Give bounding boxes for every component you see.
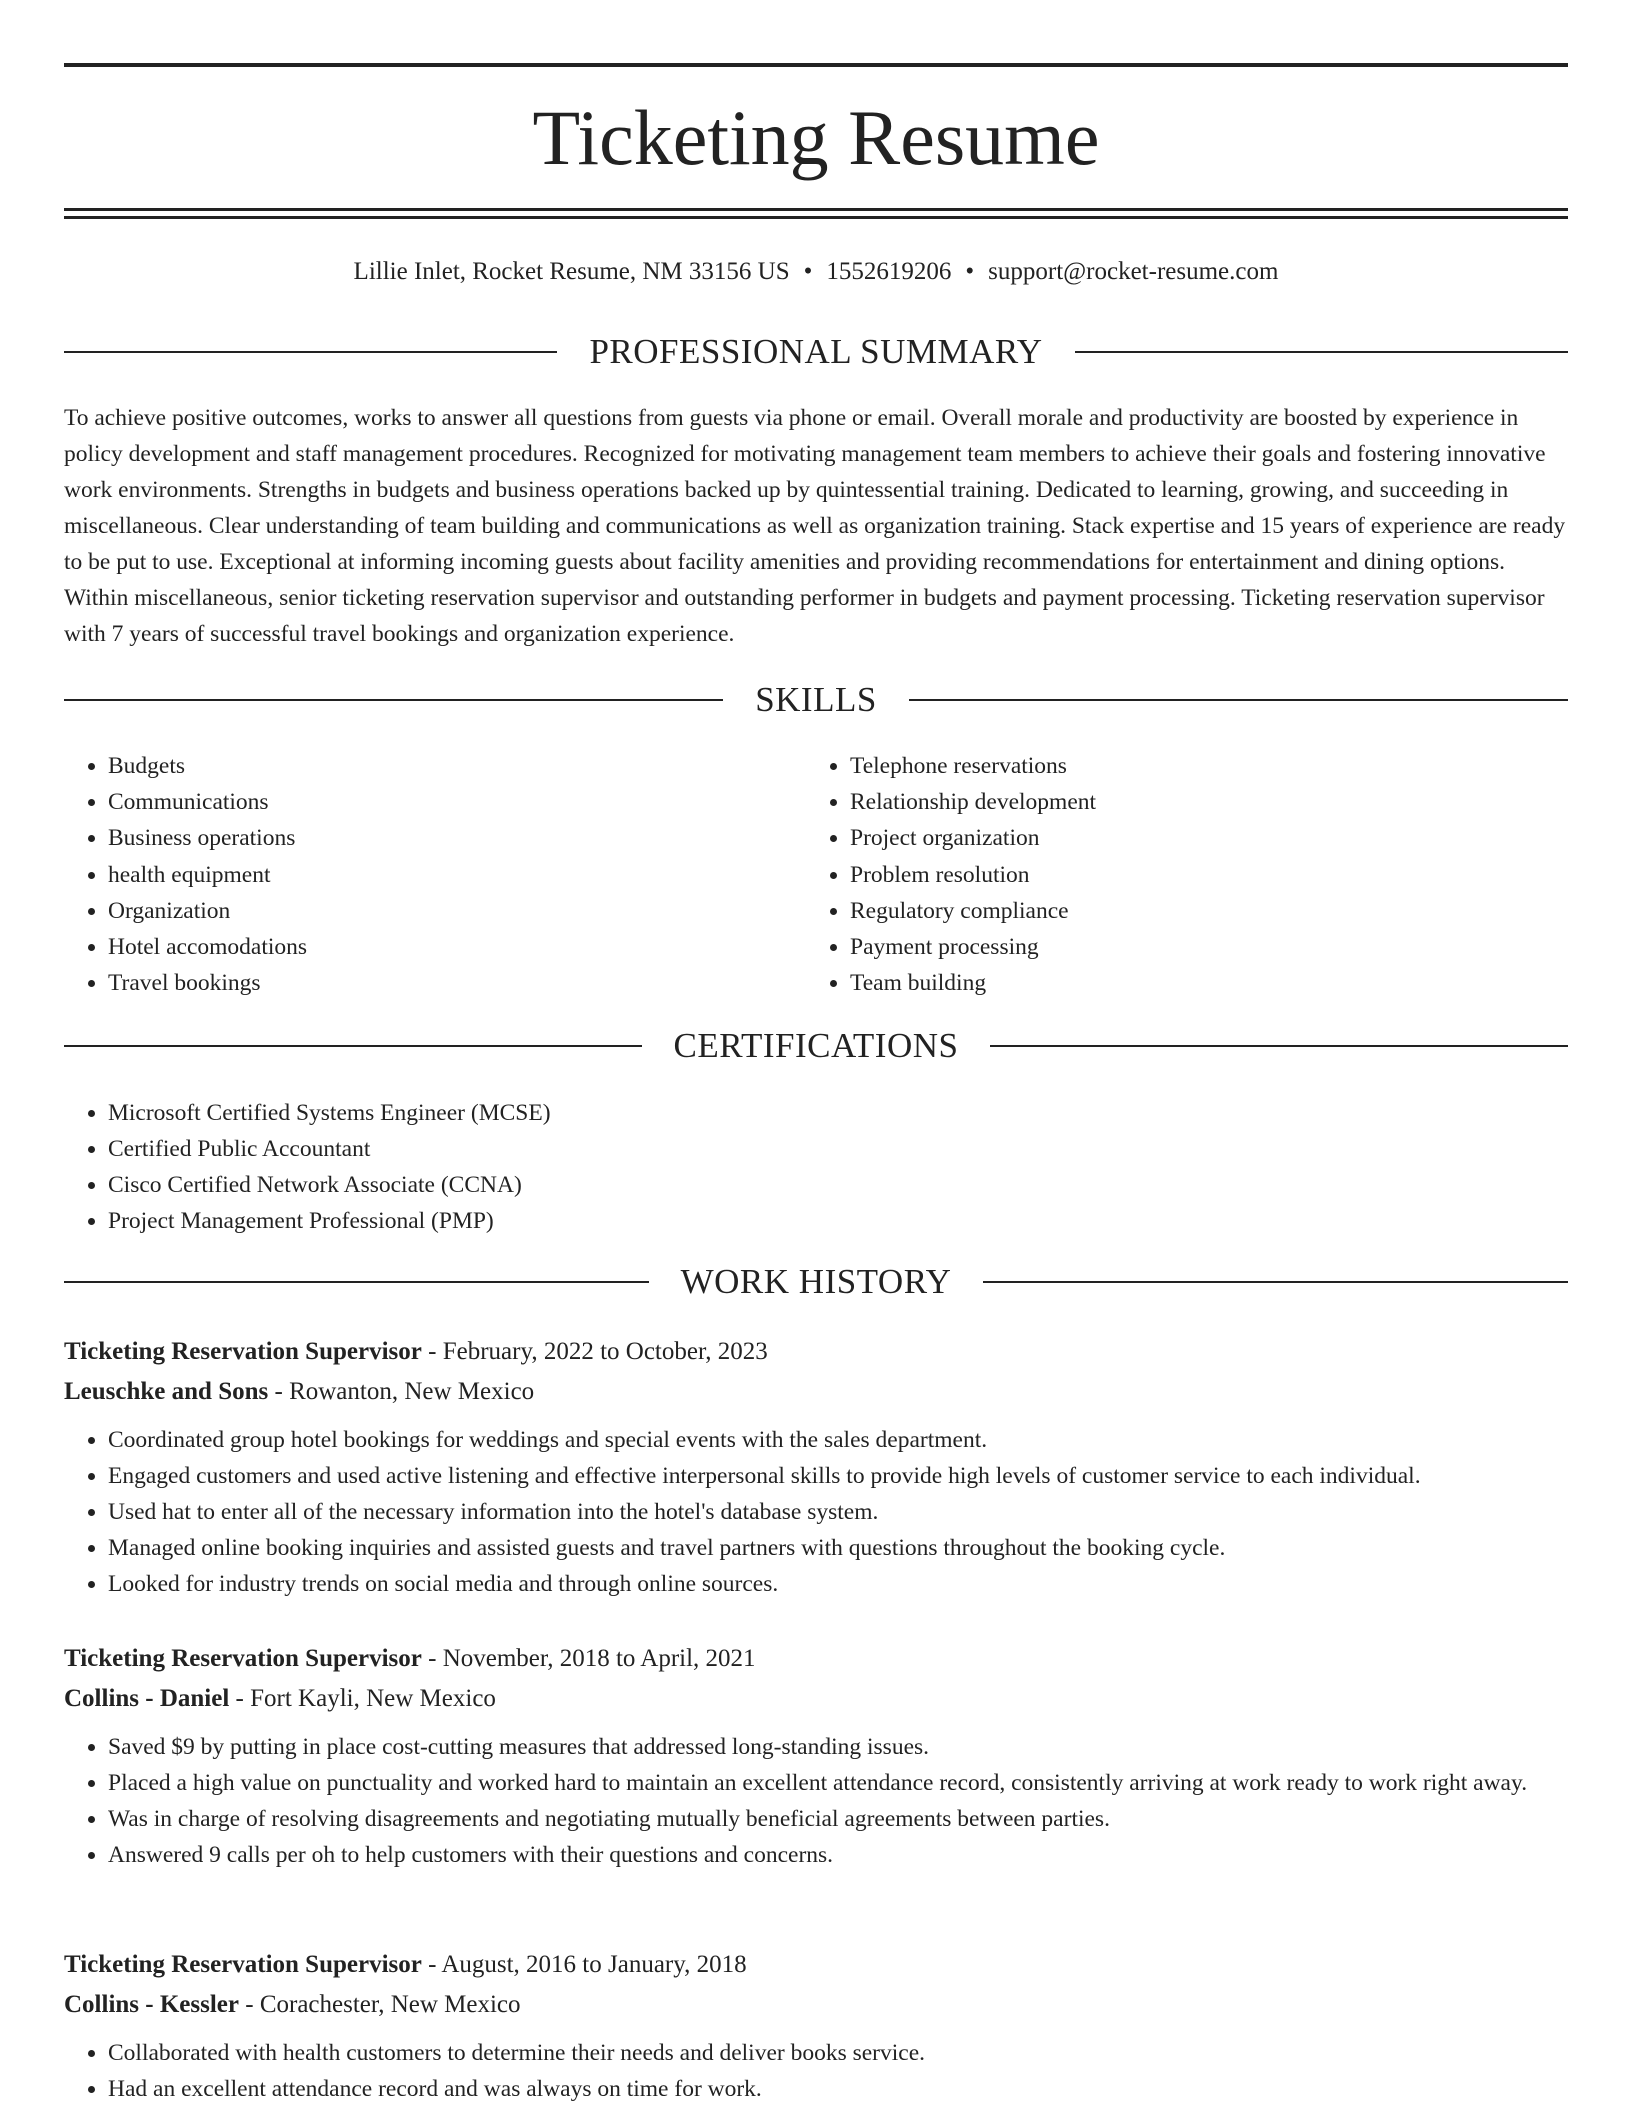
job-company: Leuschke and Sons <box>64 1378 269 1405</box>
heading-rule-right <box>909 699 1568 701</box>
section-title: SKILLS <box>755 680 877 719</box>
job-entry <box>64 1945 1568 2107</box>
heading-rule-right <box>990 1045 1568 1047</box>
skills-column-right <box>806 748 1548 1001</box>
title-rule-lower <box>64 216 1568 219</box>
job-company: Collins - Daniel <box>64 1685 230 1712</box>
skill-item: • health equipment <box>108 857 806 893</box>
job-company: Collins - Kessler <box>64 1991 239 2018</box>
job-title: Ticketing Reservation Supervisor <box>64 1951 422 1978</box>
skills-column-left <box>64 748 806 1001</box>
skill-item: • Hotel accomodations <box>108 929 806 965</box>
certification-item: • Microsoft Certified Systems Engineer (MCSE) <box>108 1095 1568 1131</box>
heading-rule-right <box>1075 351 1568 353</box>
job-bullet: • Managed online booking inquiries and assisted guests and travel partners with questions throughout the booking cycle. <box>108 1530 1568 1566</box>
section-title: PROFESSIONAL SUMMARY <box>589 332 1043 371</box>
job-bullet: • Coordinated group hotel bookings for weddings and special events with the sales department. <box>108 1422 1568 1458</box>
skill-item: • Communications <box>108 784 806 820</box>
job-title-line <box>64 1639 1568 1679</box>
certification-item: • Cisco Certified Network Associate (CCNA) <box>108 1167 1568 1203</box>
skill-item: • Budgets <box>108 748 806 784</box>
skill-item: • Relationship development <box>850 784 1548 820</box>
job-bullet: • Looked for industry trends on social media and through online sources. <box>108 1566 1568 1602</box>
certifications-heading <box>64 1024 1568 1068</box>
job-location: - Fort Kayli, New Mexico <box>235 1685 496 1712</box>
skill-item: • Regulatory compliance <box>850 893 1548 929</box>
job-title-line <box>64 1332 1568 1372</box>
skill-item: • Business operations <box>108 820 806 856</box>
job-location: - Rowanton, New Mexico <box>274 1378 535 1405</box>
job-dates: - November, 2018 to April, 2021 <box>428 1645 756 1672</box>
job-title: Ticketing Reservation Supervisor <box>64 1338 422 1365</box>
job-company-line <box>64 1985 1568 2025</box>
job-dates: - February, 2022 to October, 2023 <box>428 1338 768 1365</box>
job-bullet: • Had an excellent attendance record and was always on time for work. <box>108 2071 1568 2107</box>
job-title: Ticketing Reservation Supervisor <box>64 1645 422 1672</box>
skills-heading <box>64 678 1568 722</box>
skills-list <box>64 748 1568 1001</box>
certification-item: • Project Management Professional (PMP) <box>108 1203 1568 1239</box>
contact-line <box>64 254 1568 290</box>
job-dates: - August, 2016 to January, 2018 <box>428 1951 747 1978</box>
skill-item: • Problem resolution <box>850 857 1548 893</box>
heading-rule-left <box>64 1281 649 1283</box>
summary-heading <box>64 330 1568 374</box>
contact-email: support@rocket-resume.com <box>988 258 1279 285</box>
job-bullet: • Placed a high value on punctuality and worked hard to maintain an excellent attendance record, consistently arriving at work ready to work right away. <box>108 1765 1568 1801</box>
skill-item: • Project organization <box>850 820 1548 856</box>
job-bullet: • Answered 9 calls per oh to help customers with their questions and concerns. <box>108 1837 1568 1873</box>
job-bullet: • Was in charge of resolving disagreements and negotiating mutually beneficial agreements between parties. <box>108 1801 1568 1837</box>
certifications-list <box>64 1095 1568 1239</box>
skill-item: • Team building <box>850 965 1548 1001</box>
job-company-line <box>64 1372 1568 1412</box>
job-company-line <box>64 1679 1568 1719</box>
job-bullet: • Collaborated with health customers to determine their needs and deliver books service. <box>108 2035 1568 2071</box>
skill-item: • Travel bookings <box>108 965 806 1001</box>
job-bullet: • Engaged customers and used active listening and effective interpersonal skills to provide high levels of customer service to each individual. <box>108 1458 1568 1494</box>
contact-separator: • <box>965 258 975 285</box>
job-entry <box>64 1332 1568 1602</box>
top-rule <box>64 63 1568 67</box>
job-title-line <box>64 1945 1568 1985</box>
title-rule-upper <box>64 208 1568 211</box>
job-bullet: • Used hat to enter all of the necessary information into the hotel's database system. <box>108 1494 1568 1530</box>
work-history-heading <box>64 1260 1568 1304</box>
section-title: CERTIFICATIONS <box>673 1026 959 1065</box>
section-title: WORK HISTORY <box>680 1262 952 1301</box>
heading-rule-right <box>983 1281 1568 1283</box>
heading-rule-left <box>64 699 723 701</box>
heading-rule-left <box>64 351 557 353</box>
contact-address: Lillie Inlet, Rocket Resume, NM 33156 US <box>353 258 790 285</box>
job-location: - Corachester, New Mexico <box>245 1991 521 2018</box>
job-bullet: • Saved $9 by putting in place cost-cutting measures that addressed long-standing issues. <box>108 1729 1568 1765</box>
skill-item: • Payment processing <box>850 929 1548 965</box>
heading-rule-left <box>64 1045 642 1047</box>
certification-item: • Certified Public Accountant <box>108 1131 1568 1167</box>
skill-item: • Organization <box>108 893 806 929</box>
contact-separator: • <box>803 258 813 285</box>
skill-item: • Telephone reservations <box>850 748 1548 784</box>
job-entry <box>64 1639 1568 1873</box>
contact-phone: 1552619206 <box>826 258 952 285</box>
resume-title: Ticketing Resume <box>532 94 1100 181</box>
summary-text: To achieve positive outcomes, works to answer all questions from guests via phone or email. Overall morale and productivity are boosted by experience in policy development and staff management procedures. Recognized for motivating management team members to achieve their goals and fostering innovative work environments. Strengths in budgets and business operations backed up by quintessential training. Dedicated to learning, growing, and succeeding in miscellaneous. Clear understanding of team building and communications as well as organization training. Stack expertise and 15 years of experience are ready to be put to use. Exceptional at informing incoming guests about facility amenities and providing recommendations for entertainment and dining options. Within miscellaneous, senior ticketing reservation supervisor and outstanding performer in budgets and payment processing. Ticketing reservation supervisor with 7 years of successful travel bookings and organization experience. <box>64 405 1566 647</box>
